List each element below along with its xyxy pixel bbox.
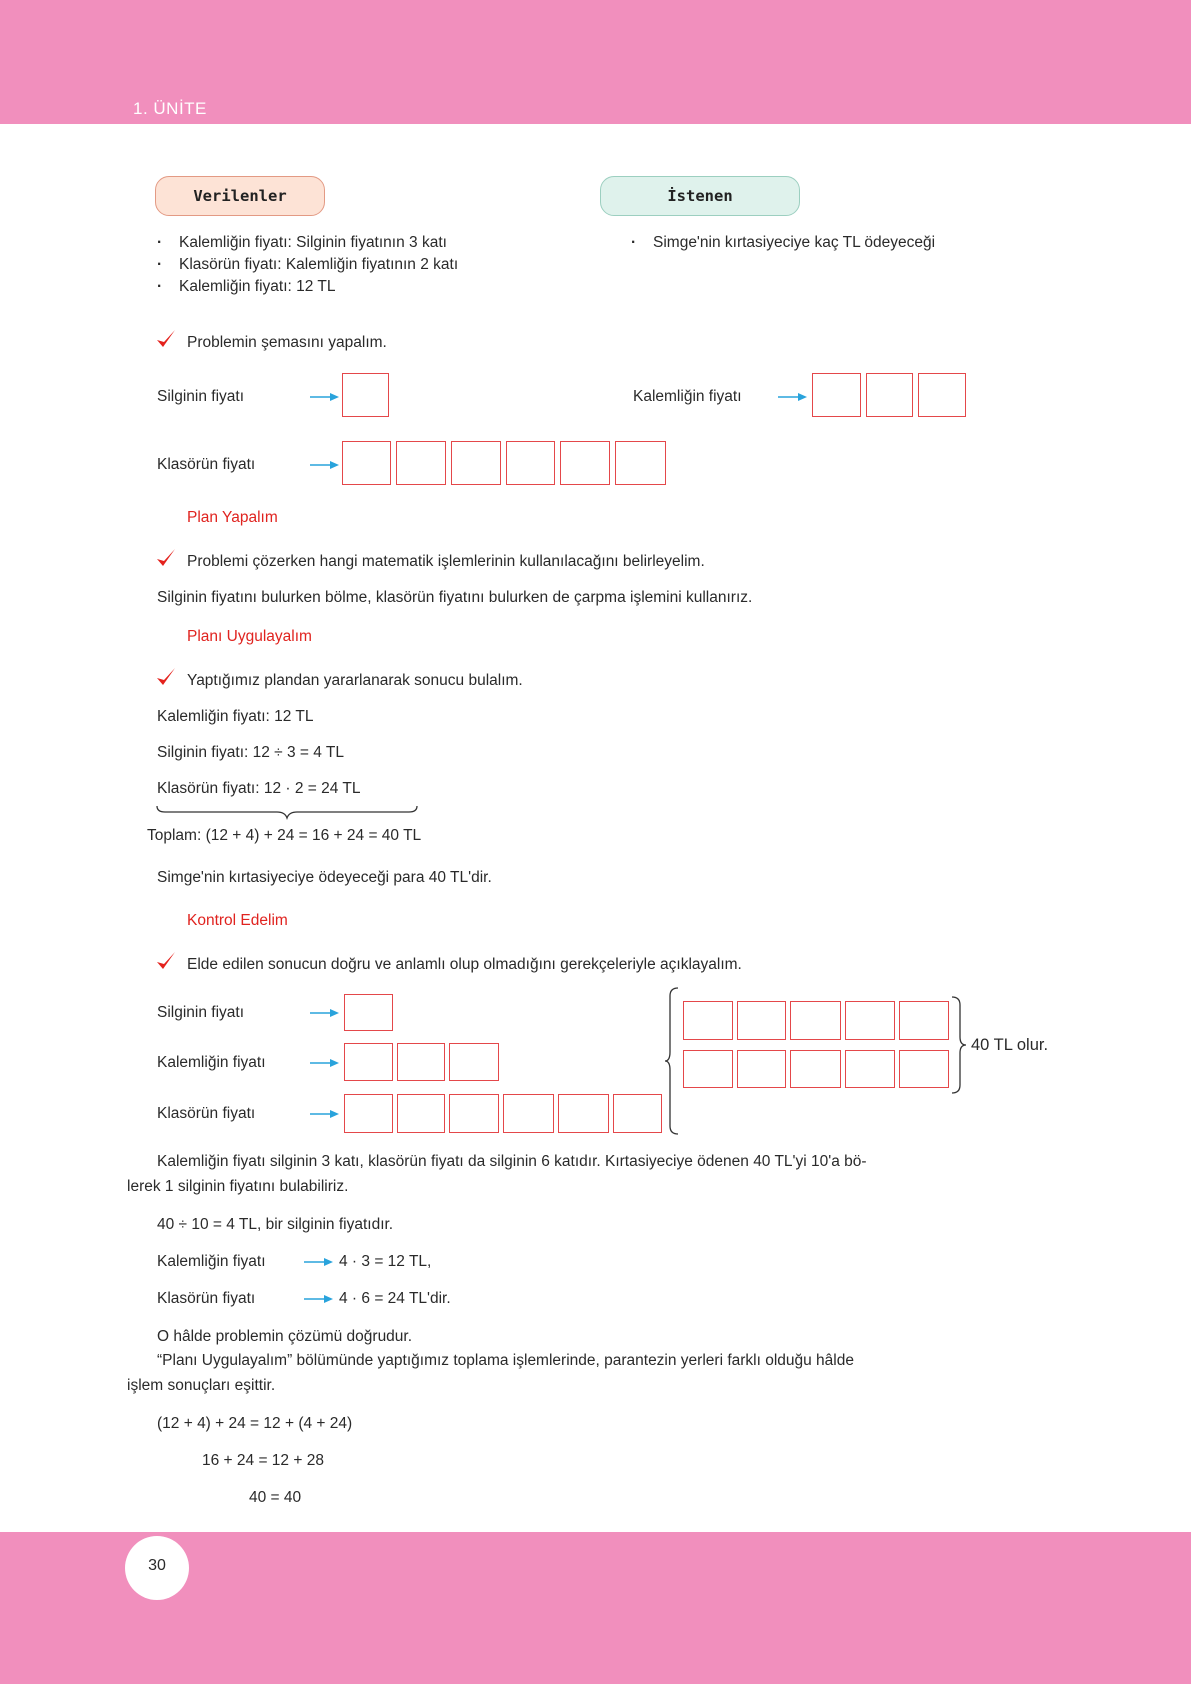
given-item: · Kalemliğin fiyatı: Silginin fiyatının 3 katı xyxy=(157,234,447,252)
eraser-unit-box xyxy=(342,373,389,417)
binder-label: Klasörün fiyatı xyxy=(157,1105,256,1122)
explanation-text: “Planı Uygulayalım” bölümünde yaptığımız toplama işlemlerinde, parantezin yerleri farklı olduğu hâlde xyxy=(157,1352,854,1369)
eraser-unit-box xyxy=(344,994,393,1031)
explanation-text: Kalemliğin fiyatı silginin 3 katı, klasörün fiyatı da silginin 6 katıdır. Kırtasiyeciye ödenen 40 TL'yi 10'a bö- xyxy=(157,1153,867,1170)
binder-unit-box xyxy=(560,441,610,485)
given-item: · Klasörün fiyatı: Kalemliğin fiyatının 2 katı xyxy=(157,256,458,274)
arrow-icon xyxy=(310,460,340,470)
binder-calc-label: Klasörün fiyatı xyxy=(157,1290,256,1307)
explanation-text: lerek 1 silginin fiyatını bulabiliriz. xyxy=(127,1178,349,1195)
total-unit-box xyxy=(899,1050,949,1088)
arrow-icon xyxy=(310,1008,340,1018)
conclusion-line: O hâlde problemin çözümü doğrudur. xyxy=(157,1328,413,1345)
page-number: 30 xyxy=(148,1557,166,1574)
binder-unit-box xyxy=(396,441,446,485)
total-unit-box xyxy=(790,1001,841,1040)
total-unit-box xyxy=(899,1001,949,1040)
control-heading: Kontrol Edelim xyxy=(187,912,288,929)
arrow-icon xyxy=(310,1109,340,1119)
pencilcase-calc: 4 · 3 = 12 TL, xyxy=(339,1253,432,1270)
binder-unit-box xyxy=(397,1094,445,1133)
arrow-icon xyxy=(310,392,340,402)
pencilcase-calc-label: Kalemliğin fiyatı xyxy=(157,1253,266,1270)
binder-unit-box xyxy=(558,1094,609,1133)
binder-unit-box xyxy=(344,1094,393,1133)
explanation-text: işlem sonuçları eşittir. xyxy=(127,1377,276,1394)
binder-unit-box xyxy=(449,1094,499,1133)
left-brace xyxy=(664,986,682,1136)
total-unit-box xyxy=(845,1001,895,1040)
check-icon xyxy=(155,547,177,569)
asked-pill: İstenen xyxy=(600,176,800,216)
binder-unit-box xyxy=(503,1094,554,1133)
equation-line: 16 + 24 = 12 + 28 xyxy=(202,1452,324,1469)
schema-instruction: Problemin şemasını yapalım. xyxy=(187,334,387,351)
equation-line: (12 + 4) + 24 = 12 + (4 + 24) xyxy=(157,1415,353,1432)
pencilcase-unit-box xyxy=(449,1043,499,1081)
given-item: · Kalemliğin fiyatı: 12 TL xyxy=(157,278,336,296)
sum-brace xyxy=(155,804,420,824)
arrow-icon xyxy=(304,1257,334,1267)
total-unit-box xyxy=(683,1001,733,1040)
pencilcase-label: Kalemliğin fiyatı xyxy=(157,1054,266,1071)
plan-text: Silginin fiyatını bulurken bölme, klasörün fiyatını bulurken de çarpma işlemini kullanırız. xyxy=(157,589,753,606)
right-brace xyxy=(950,995,968,1095)
binder-label: Klasörün fiyatı xyxy=(157,456,256,473)
total-line: Toplam: (12 + 4) + 24 = 16 + 24 = 40 TL xyxy=(147,827,422,844)
total-unit-box xyxy=(790,1050,841,1088)
asked-item: · Simge'nin kırtasiyeciye kaç TL ödeyeceği xyxy=(631,234,935,252)
binder-unit-box xyxy=(506,441,555,485)
eraser-label: Silginin fiyatı xyxy=(157,1004,245,1021)
total-unit-box xyxy=(845,1050,895,1088)
apply-instruction: Yaptığımız plandan yararlanarak sonucu bulalım. xyxy=(187,672,523,689)
pencilcase-unit-box xyxy=(344,1043,393,1081)
total-unit-box xyxy=(737,1001,786,1040)
pencilcase-unit-box xyxy=(812,373,861,417)
calc-line: Kalemliğin fiyatı: 12 TL xyxy=(157,708,314,725)
total-unit-box xyxy=(683,1050,733,1088)
arrow-icon xyxy=(304,1294,334,1304)
binder-unit-box xyxy=(451,441,501,485)
apply-heading: Planı Uygulayalım xyxy=(187,628,312,645)
given-pill: Verilenler xyxy=(155,176,325,216)
plan-instruction: Problemi çözerken hangi matematik işlemlerinin kullanılacağını belirleyelim. xyxy=(187,553,705,570)
answer-line: Simge'nin kırtasiyeciye ödeyeceği para 40 TL'dir. xyxy=(157,869,492,886)
calc-line: Silginin fiyatı: 12 ÷ 3 = 4 TL xyxy=(157,744,345,761)
arrow-icon xyxy=(778,392,808,402)
total-unit-box xyxy=(737,1050,786,1088)
pencilcase-unit-box xyxy=(397,1043,445,1081)
check-icon xyxy=(155,950,177,972)
arrow-icon xyxy=(310,1058,340,1068)
equation-line: 40 = 40 xyxy=(249,1489,302,1506)
division-line: 40 ÷ 10 = 4 TL, bir silginin fiyatıdır. xyxy=(157,1216,394,1233)
pencilcase-label: Kalemliğin fiyatı xyxy=(633,388,742,405)
control-instruction: Elde edilen sonucun doğru ve anlamlı olup olmadığını gerekçeleriyle açıklayalım. xyxy=(187,956,742,973)
pencilcase-unit-box xyxy=(866,373,913,417)
binder-unit-box xyxy=(613,1094,662,1133)
eraser-label: Silginin fiyatı xyxy=(157,388,245,405)
binder-calc: 4 · 6 = 24 TL'dir. xyxy=(339,1290,451,1307)
binder-unit-box xyxy=(615,441,666,485)
unit-label: 1. ÜNİTE xyxy=(133,99,207,118)
check-icon xyxy=(155,328,177,350)
calc-line: Klasörün fiyatı: 12 · 2 = 24 TL xyxy=(157,780,361,797)
plan-heading: Plan Yapalım xyxy=(187,509,278,526)
check-icon xyxy=(155,666,177,688)
total-result-label: 40 TL olur. xyxy=(971,1036,1049,1054)
pencilcase-unit-box xyxy=(918,373,966,417)
binder-unit-box xyxy=(342,441,391,485)
